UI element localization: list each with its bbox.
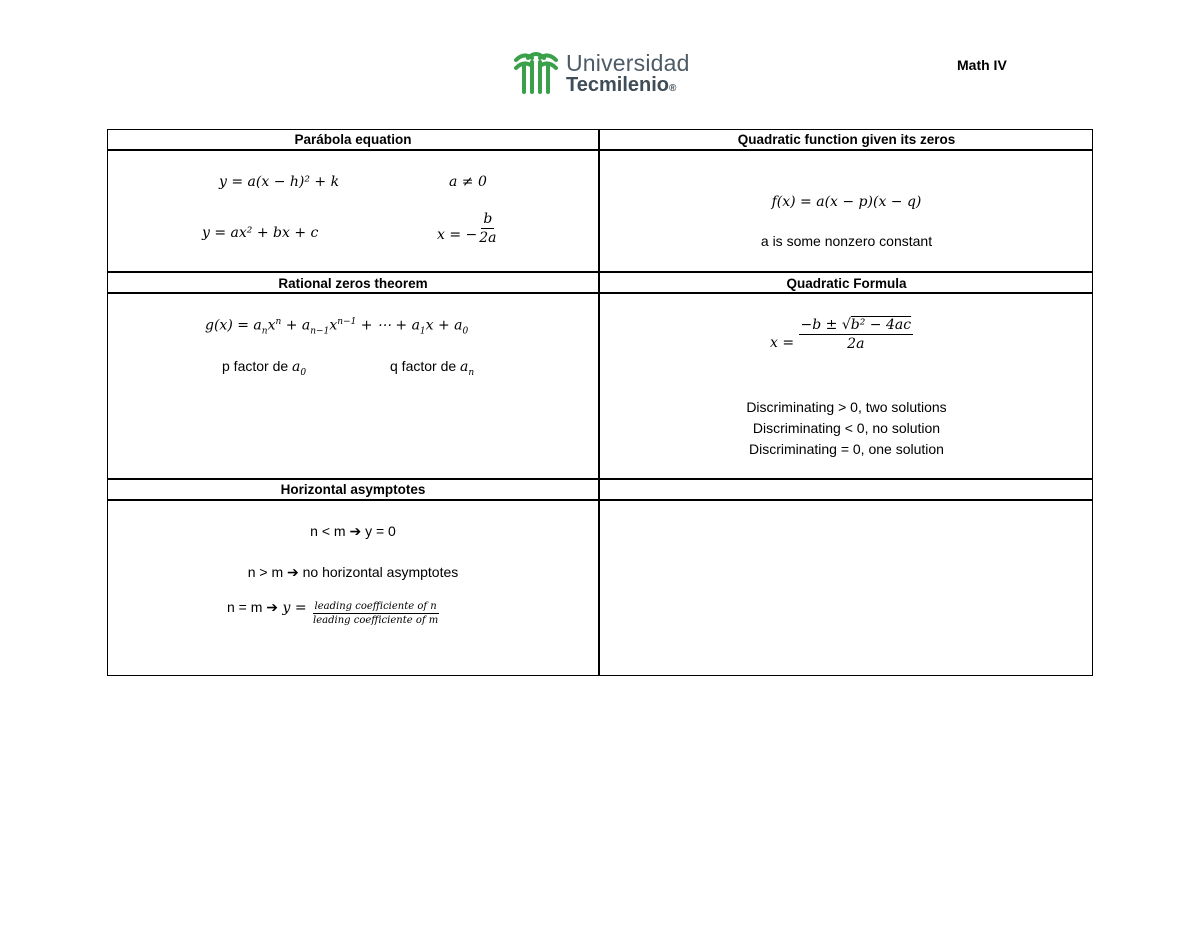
logo-line-tecmilenio xyxy=(566,74,676,97)
parabola-axis-formula: x = − $\frac{b}{2a}$ xyxy=(437,211,497,246)
logo-tecmilenio-text: Tecmilenio xyxy=(566,74,669,96)
asymptote-case-n-greater-m: n > m ➔ no horizontal asymptotes xyxy=(247,564,459,580)
p-factor-text: p factor de xyxy=(222,358,289,374)
quadratic-formula-header: Quadratic Formula xyxy=(786,276,907,291)
case3-lhs: n = m ➔ xyxy=(227,598,279,615)
asymptote-case-n-equal-m: n = m ➔ y = $\frac{\text{leading coefficiente of n}}{\text{leading coefficiente of m}}$ xyxy=(227,598,439,626)
rational-zeros-header: Rational zeros theorem xyxy=(278,276,428,291)
asymptote-case-n-less-m: n < m ➔ y = 0 xyxy=(310,523,396,539)
course-title: Math IV xyxy=(957,57,1007,73)
case3-numerator: leading coefficiente of n xyxy=(314,601,437,612)
tecmilenio-logo-icon xyxy=(512,46,560,94)
zeros-formula: f(x) = a(x − p)(x − q) xyxy=(771,194,922,210)
parabola-standard-form: y = ax² + bx + c xyxy=(202,225,319,241)
p-factor-label: p factor de $a_0$ xyxy=(222,358,307,378)
parabola-header: Parábola equation xyxy=(294,132,412,147)
logo-line-universidad: Universidad xyxy=(566,50,690,76)
case3-denominator: leading coefficiente of m xyxy=(313,615,439,626)
empty-header xyxy=(600,480,1093,500)
discriminant-negative: Discriminating < 0, no solution xyxy=(752,420,941,436)
asymptotes-header: Horizontal asymptotes xyxy=(280,482,426,497)
discriminant-positive: Discriminating > 0, two solutions xyxy=(746,399,947,415)
parabola-vertex-form: y = a(x − h)² + k xyxy=(219,174,340,190)
zeros-note: a is some nonzero constant xyxy=(760,233,933,249)
q-factor-label: q factor de $a_n$ xyxy=(390,358,475,378)
formula-table xyxy=(107,129,1093,676)
registered-mark: ® xyxy=(669,83,677,94)
quadratic-zeros-header: Quadratic function given its zeros xyxy=(737,132,956,147)
parabola-condition: a ≠ 0 xyxy=(449,174,487,190)
rational-zeros-formula: $g(x) = a_nx^n + a_{n-1}x^{n-1}$ + ⋯ + $a_1x + a_0$ xyxy=(205,317,469,337)
discriminant-zero: Discriminating = 0, one solution xyxy=(749,441,944,457)
quadratic-formula: x = $\frac{\text{−b ± √b² − 4ac}}{2a}$ xyxy=(770,317,912,352)
university-logo xyxy=(512,44,702,96)
q-factor-text: q factor de xyxy=(390,358,457,374)
row-divider xyxy=(107,271,1093,273)
